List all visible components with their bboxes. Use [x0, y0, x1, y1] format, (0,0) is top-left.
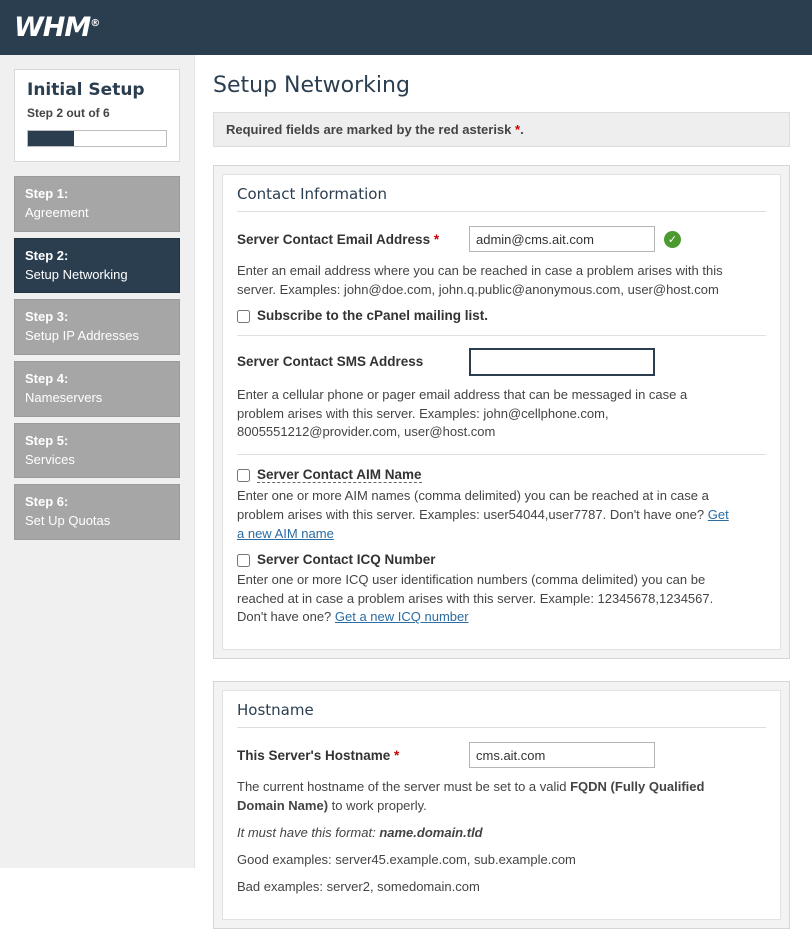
sidebar-item-step-6[interactable] — [14, 484, 180, 540]
aim-signup-link[interactable]: Get a new AIM name — [237, 507, 729, 541]
email-label — [237, 232, 469, 247]
subscribe-mailing-list-checkbox[interactable] — [237, 310, 250, 323]
step-4-name: Nameservers — [25, 389, 103, 405]
aim-help-text — [237, 487, 729, 544]
subscribe-mailing-list-label[interactable]: Subscribe to the cPanel mailing list. — [257, 307, 489, 323]
top-bar — [0, 0, 812, 55]
aim-label[interactable]: Server Contact AIM Name — [257, 467, 422, 483]
hostname-help-line-3: Good examples: server45.example.com, sub.example.com — [237, 851, 576, 867]
whm-logo-text: WHM — [14, 12, 91, 43]
notice-asterisk: * — [515, 122, 521, 137]
email-required-mark: * — [433, 231, 440, 247]
step-3-name: Setup IP Addresses — [25, 328, 139, 344]
email-field-row — [237, 226, 766, 252]
aim-help-body: Enter one or more AIM names (comma delimited) you can be reached at in case a problem arises with this server. Examples: user54044,user7787. Don't have one? — [237, 488, 709, 523]
whm-logo[interactable] — [14, 12, 100, 43]
initial-setup-box — [14, 69, 180, 162]
step-2-name: Setup Networking — [25, 266, 128, 282]
hostname-help-line-1 — [237, 778, 729, 816]
step-1-name: Agreement — [25, 204, 89, 220]
hostname-field[interactable] — [469, 742, 655, 768]
hostname-help-1a: The current hostname of the server must be set to a valid — [237, 779, 571, 795]
hostname-help-line-2 — [237, 824, 729, 843]
sidebar-item-step-3[interactable] — [14, 299, 180, 355]
hostname-required-mark: * — [394, 747, 400, 763]
registered-mark: ® — [90, 18, 101, 29]
page-body — [0, 55, 812, 894]
icq-checkbox[interactable] — [237, 554, 250, 567]
sidebar-item-step-2[interactable] — [14, 238, 180, 294]
hostname-help-2b: name.domain.tld — [379, 824, 483, 840]
sms-help-text: Enter a cellular phone or pager email address that can be messaged in case a problem arises with this server. Examples: john@cellphone.com, 8005551212@provider.com, user@host.com — [237, 386, 688, 440]
icq-help-text — [237, 571, 729, 628]
step-5-name: Services — [25, 451, 75, 467]
sidebar-item-step-4[interactable] — [14, 361, 180, 417]
hostname-body — [222, 690, 781, 919]
step-1-number: Step 1: — [25, 186, 69, 201]
divider-1 — [237, 335, 766, 336]
sms-label — [237, 354, 469, 369]
setup-progress-bar — [27, 130, 167, 147]
valid-check-icon: ✓ — [664, 231, 681, 248]
sms-field-row — [237, 348, 766, 376]
page-title: Setup Networking — [213, 73, 410, 98]
contact-information-body — [222, 174, 781, 650]
hostname-field-row — [237, 742, 766, 768]
hostname-label-text: This Server's Hostname — [237, 747, 391, 763]
step-6-name: Set Up Quotas — [25, 513, 111, 529]
email-field[interactable] — [469, 226, 655, 252]
required-fields-notice — [213, 112, 790, 147]
email-label-text: Server Contact Email Address — [237, 231, 431, 247]
icq-row[interactable] — [237, 552, 766, 567]
icq-signup-link[interactable]: Get a new ICQ number — [334, 609, 469, 625]
setup-progress-fill — [28, 131, 74, 146]
sms-field[interactable] — [469, 348, 655, 376]
hostname-help-1b: FQDN (Fully Qualified Domain Name) — [237, 779, 705, 814]
step-2-number: Step 2: — [25, 247, 69, 263]
contact-information-title: Contact Information — [237, 185, 766, 212]
hostname-label — [237, 748, 469, 763]
initial-setup-title: Initial Setup — [27, 80, 145, 100]
aim-row[interactable] — [237, 467, 766, 483]
step-3-number: Step 3: — [25, 309, 69, 325]
divider-2 — [237, 454, 766, 455]
hostname-help-1c: to work properly. — [328, 798, 427, 814]
notice-prefix: Required fields are marked by the red asterisk — [226, 122, 516, 137]
contact-information-panel — [213, 165, 790, 659]
email-help-text: Enter an email address where you can be reached in case a problem arises with this server. Examples: john@doe.com, john.q.public@anonymous.com, user@host.com — [237, 263, 723, 297]
sidebar-item-step-5[interactable] — [14, 423, 180, 479]
sms-label-text: Server Contact SMS Address — [237, 354, 424, 370]
notice-suffix: . — [520, 122, 524, 137]
icq-label[interactable]: Server Contact ICQ Number — [257, 551, 436, 567]
initial-setup-step-text: Step 2 out of 6 — [27, 106, 110, 120]
hostname-help-2a: It must have this format: — [237, 824, 380, 840]
subscribe-mailing-list-row[interactable] — [237, 308, 766, 323]
main-content — [195, 55, 812, 894]
hostname-help-line-4: Bad examples: server2, somedomain.com — [237, 878, 480, 894]
step-6-number: Step 6: — [25, 494, 69, 510]
aim-checkbox[interactable] — [237, 469, 250, 482]
sidebar — [0, 55, 195, 868]
sidebar-item-step-1[interactable] — [14, 176, 180, 232]
step-4-number: Step 4: — [25, 371, 69, 387]
hostname-title: Hostname — [237, 701, 766, 728]
icq-help-body: Enter one or more ICQ user identification numbers (comma delimited) you can be reached at in case a problem arises with this server. Example: 12345678,1234567. Don't have one? — [237, 571, 714, 625]
step-5-number: Step 5: — [25, 432, 69, 448]
hostname-panel — [213, 681, 790, 928]
